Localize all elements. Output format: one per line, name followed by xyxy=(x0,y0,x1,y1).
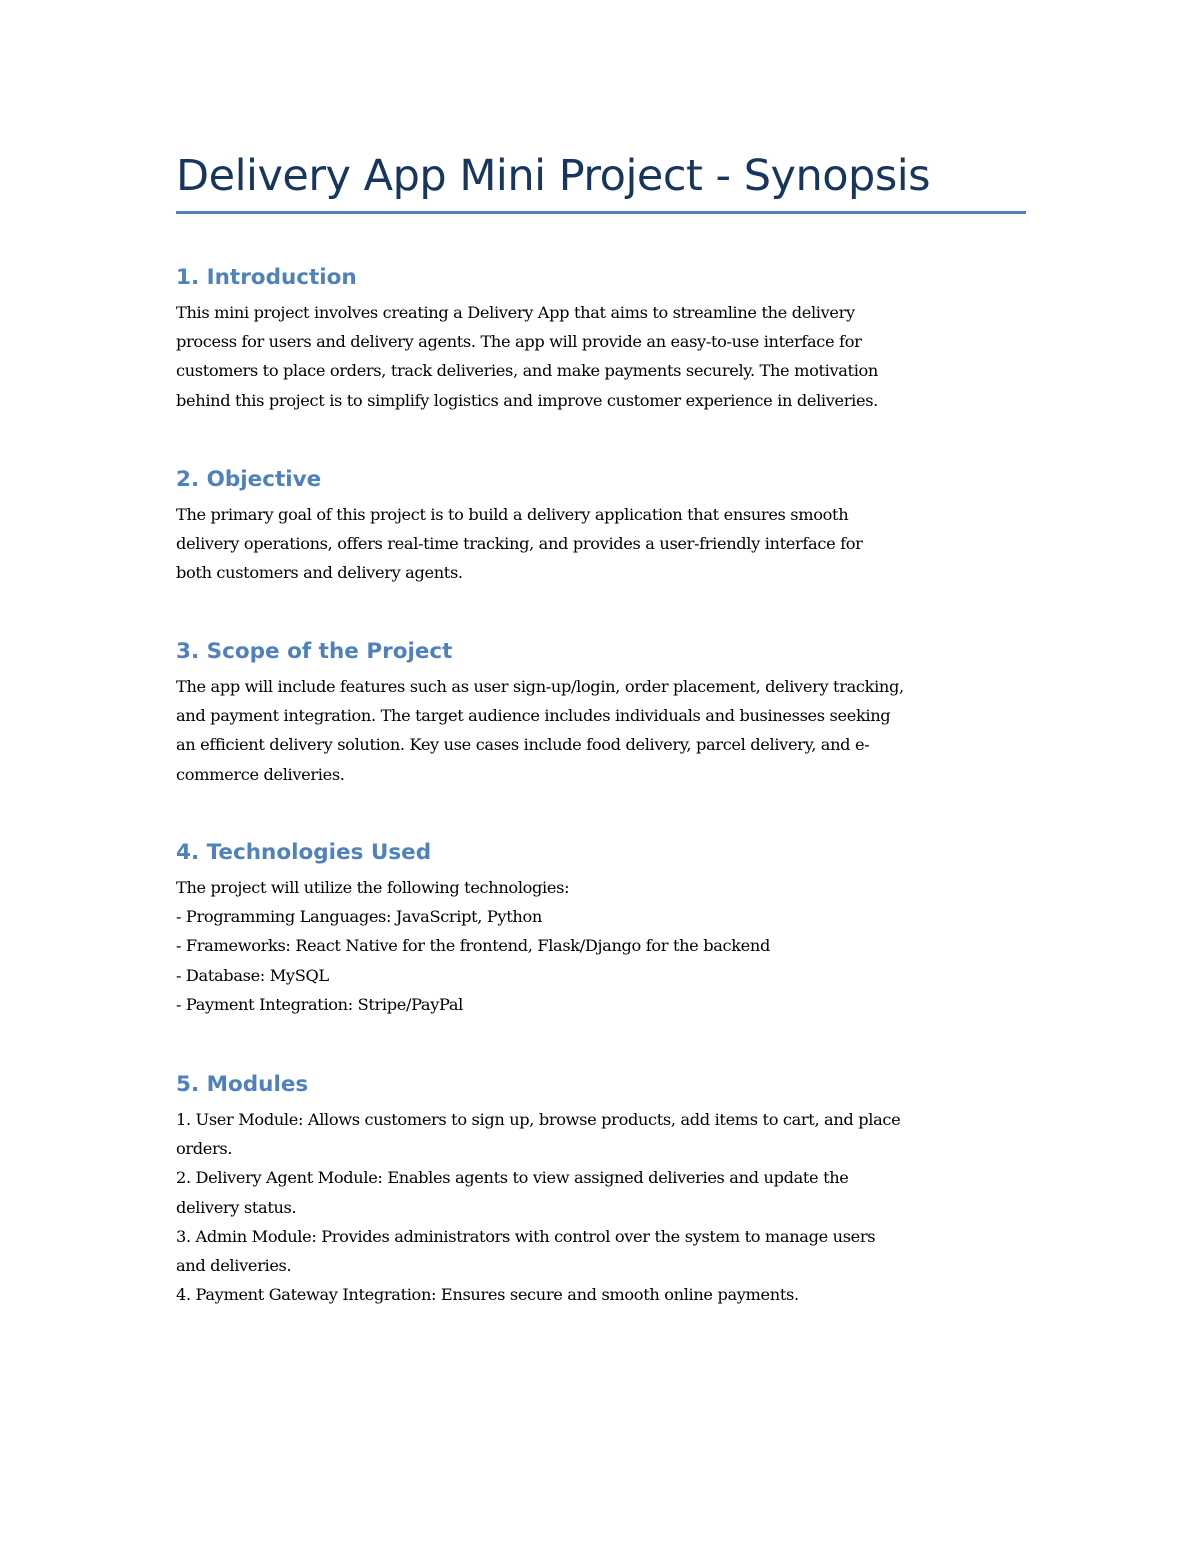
list-item: - Payment Integration: Stripe/PayPal xyxy=(176,994,463,1014)
list-item-continuation: delivery status. xyxy=(176,1197,297,1217)
list-item: 2. Delivery Agent Module: Enables agents to view assigned deliveries and update the xyxy=(176,1168,849,1188)
list-item: - Frameworks: React Native for the frontend, Flask/Django for the backend xyxy=(176,936,771,956)
section-modules xyxy=(176,1070,900,1309)
list-item: 3. Admin Module: Provides administrators with control over the system to manage users xyxy=(176,1226,876,1246)
list-item: - Database: MySQL xyxy=(176,965,329,985)
section-paragraph xyxy=(176,298,878,415)
list-item: 4. Payment Gateway Integration: Ensures secure and smooth online payments. xyxy=(176,1285,799,1305)
paragraph-line: process for users and delivery agents. The app will provide an easy-to-use interface for xyxy=(176,332,862,352)
section-heading: 4. Technologies Used xyxy=(176,840,432,865)
section-heading: 2. Objective xyxy=(176,467,322,492)
paragraph-line: The primary goal of this project is to build a delivery application that ensures smooth xyxy=(176,505,849,524)
paragraph-line: customers to place orders, track deliveries, and make payments securely. The motivation xyxy=(176,361,879,381)
section-paragraph xyxy=(176,500,863,588)
section-paragraph xyxy=(176,873,770,1019)
section-technologies xyxy=(176,838,770,1019)
section-paragraph xyxy=(176,672,904,789)
document-title: Delivery App Mini Project - Synopsis xyxy=(176,151,931,201)
title-underline xyxy=(176,211,1026,214)
list-item-continuation: and deliveries. xyxy=(176,1256,292,1276)
paragraph-line: The app will include features such as user sign-up/login, order placement, delivery tracking, xyxy=(176,677,904,696)
paragraph-line: behind this project is to simplify logistics and improve customer experience in deliveries. xyxy=(176,390,878,410)
section-heading: 3. Scope of the Project xyxy=(176,639,453,664)
section-introduction xyxy=(176,263,878,415)
section-objective xyxy=(176,465,863,588)
list-item: 1. User Module: Allows customers to sign up, browse products, add items to cart, and place xyxy=(176,1110,901,1129)
paragraph-line: both customers and delivery agents. xyxy=(176,563,463,583)
paragraph-line: an efficient delivery solution. Key use cases include food delivery, parcel delivery, and e- xyxy=(176,735,870,755)
section-paragraph xyxy=(176,1105,900,1309)
paragraph-line: and payment integration. The target audience includes individuals and businesses seeking xyxy=(176,706,891,726)
document-page xyxy=(176,148,1026,1305)
list-item: - Programming Languages: JavaScript, Python xyxy=(176,907,542,927)
section-scope xyxy=(176,637,904,789)
paragraph-line: delivery operations, offers real-time tracking, and provides a user-friendly interface for xyxy=(176,534,863,554)
paragraph-line: commerce deliveries. xyxy=(176,764,345,784)
paragraph-line: The project will utilize the following technologies: xyxy=(176,878,570,897)
list-item-continuation: orders. xyxy=(176,1139,233,1159)
paragraph-line: This mini project involves creating a Delivery App that aims to streamline the delivery xyxy=(176,303,855,322)
section-heading: 1. Introduction xyxy=(176,265,357,290)
section-heading: 5. Modules xyxy=(176,1072,309,1097)
